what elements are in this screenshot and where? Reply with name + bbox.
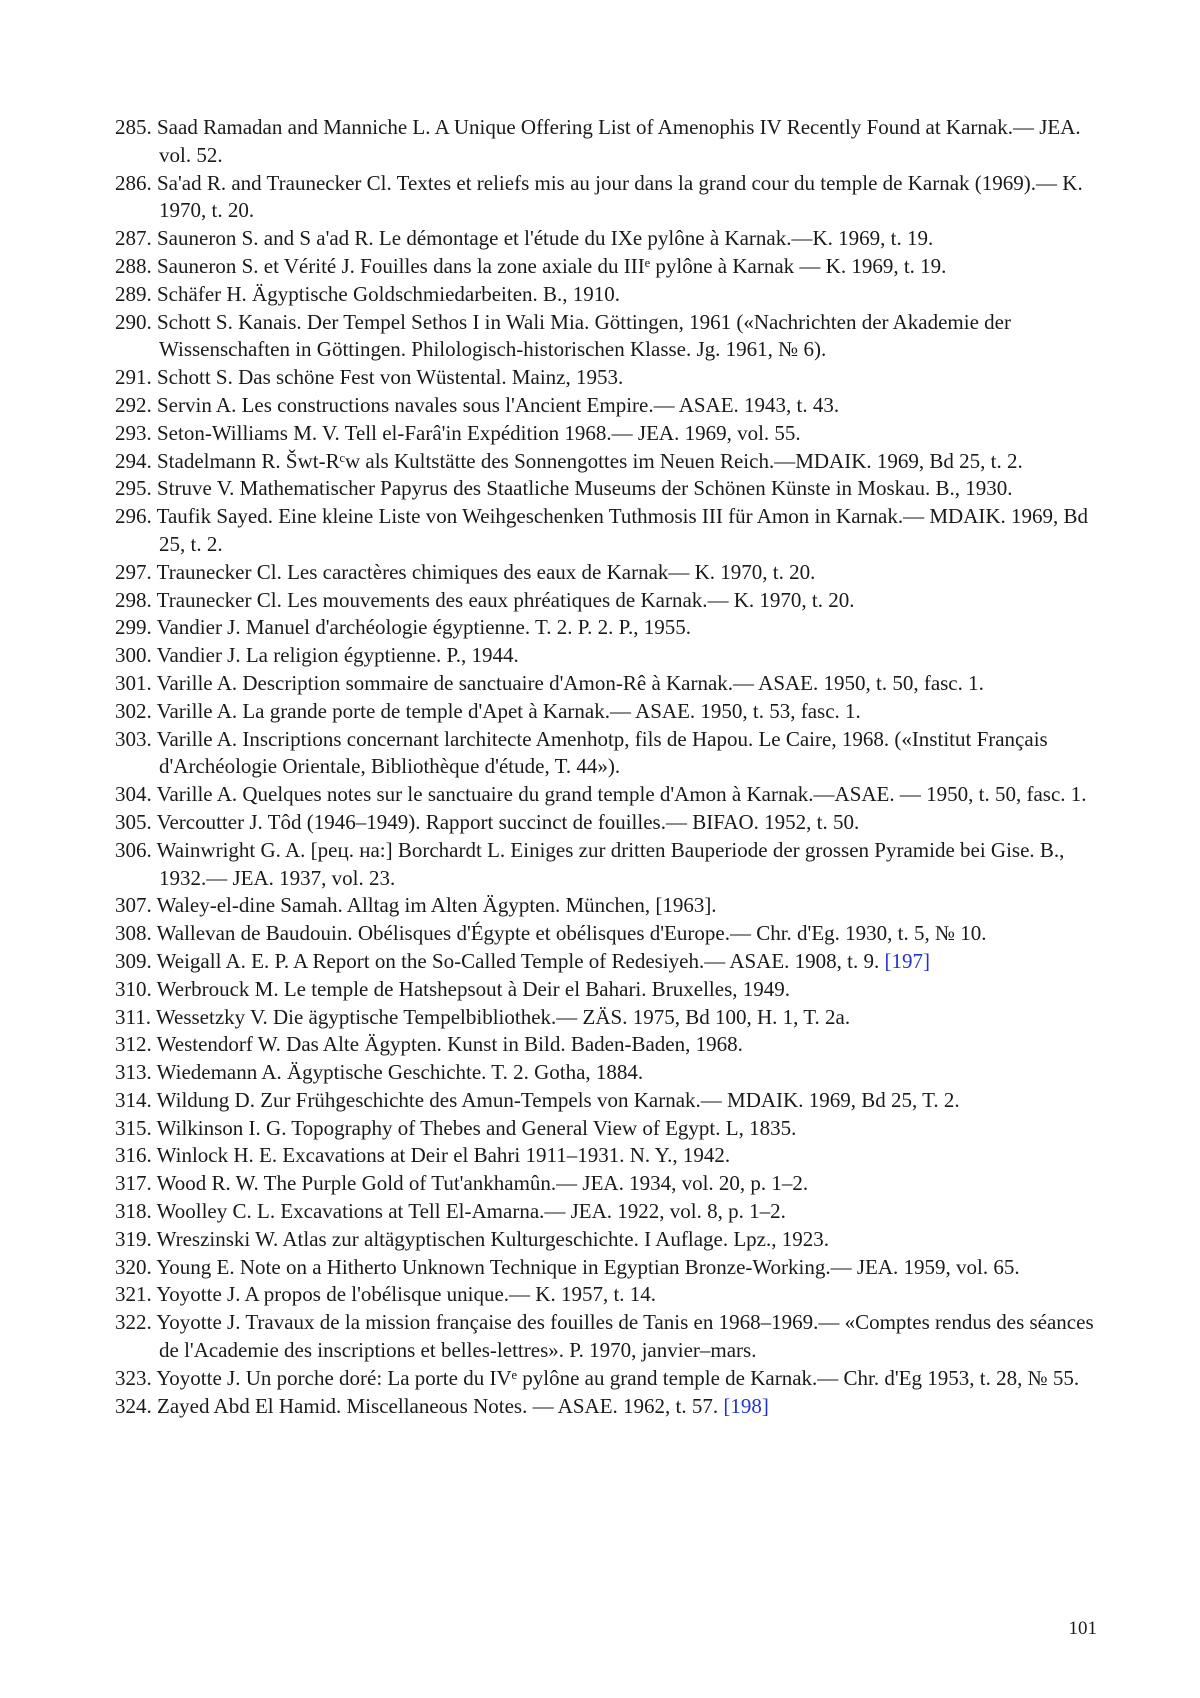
bibliography-entry bbox=[115, 1170, 1095, 1198]
entry-text: Varille A. Description sommaire de sanctuaire d'Amon-Rê à Karnak.— ASAE. 1950, t. 50, fasc. 1. bbox=[156, 670, 984, 695]
entry-text: Struve V. Mathematischer Papyrus des Staatliche Museums der Schönen Künste in Moskau. B., 1930. bbox=[157, 476, 1013, 501]
bibliography-entry bbox=[115, 170, 1095, 226]
entry-number: 294. bbox=[115, 448, 152, 473]
bibliography-entry bbox=[115, 1281, 1095, 1309]
bibliography-entry bbox=[115, 503, 1095, 559]
entry-number: 316. bbox=[115, 1143, 152, 1168]
entry-text: Traunecker Cl. Les mouvements des eaux phréatiques de Karnak.— K. 1970, t. 20. bbox=[156, 587, 855, 612]
entry-number: 309. bbox=[115, 948, 152, 973]
entry-number: 307. bbox=[115, 893, 152, 918]
entry-number: 291. bbox=[115, 365, 152, 390]
bibliography-entry bbox=[115, 475, 1095, 503]
bibliography-entry bbox=[115, 1142, 1095, 1170]
entry-number: 310. bbox=[115, 976, 152, 1001]
entry-text: Westendorf W. Das Alte Ägypten. Kunst in Bild. Baden-Baden, 1968. bbox=[156, 1032, 743, 1057]
entry-number: 288. bbox=[115, 253, 152, 278]
entry-number: 317. bbox=[115, 1171, 152, 1196]
entry-number: 313. bbox=[115, 1060, 152, 1085]
entry-number: 285. bbox=[115, 115, 152, 139]
entry-text: Wiedemann A. Ägyptische Geschichte. T. 2. Gotha, 1884. bbox=[156, 1060, 644, 1085]
entry-number: 305. bbox=[115, 809, 152, 834]
entry-text: Wainwright G. A. [рец. на:] Borchardt L. Einiges zur dritten Bauperiode der grossen Pyramide bei Gise. B., 1932.— JEA. 1937, vol. 23. bbox=[156, 837, 1065, 890]
entry-text: Varille A. Quelques notes sur le sanctuaire du grand temple d'Amon à Karnak.—ASAE. — 1950, t. 50, fasc. 1. bbox=[156, 782, 1087, 807]
entry-text: Schott S. Kanais. Der Tempel Sethos I in Wali Mia. Göttingen, 1961 («Nachrichten der Akademie der Wissenschaften in Göttingen. Philologisch-historischen Klasse. Jg. 1961, № 6). bbox=[157, 309, 1011, 362]
entry-number: 321. bbox=[115, 1282, 152, 1307]
entry-number: 322. bbox=[115, 1310, 152, 1335]
bibliography-entry bbox=[115, 1198, 1095, 1226]
entry-text: Young E. Note on a Hitherto Unknown Technique in Egyptian Bronze-Working.— JEA. 1959, vol. 65. bbox=[156, 1254, 1020, 1279]
entry-text: Yoyotte J. A propos de l'obélisque unique.— K. 1957, t. 14. bbox=[156, 1282, 657, 1307]
entry-number: 290. bbox=[115, 309, 152, 334]
bibliography-entry bbox=[115, 1226, 1095, 1254]
entry-text: Wreszinski W. Atlas zur altägyptischen Kulturgeschichte. I Auflage. Lpz., 1923. bbox=[156, 1226, 829, 1251]
bibliography-entry bbox=[115, 114, 1095, 170]
entry-number: 314. bbox=[115, 1087, 152, 1112]
bibliography-entry bbox=[115, 726, 1095, 782]
entry-number: 299. bbox=[115, 615, 152, 640]
entry-number: 287. bbox=[115, 226, 152, 251]
entry-text: Seton-Williams M. V. Tell el-Farâ'in Expédition 1968.— JEA. 1969, vol. 55. bbox=[157, 420, 801, 445]
bibliography-entry bbox=[115, 1393, 1095, 1421]
bibliography-entry bbox=[115, 614, 1095, 642]
entry-number: 295. bbox=[115, 476, 152, 501]
bibliography-entry bbox=[115, 948, 1095, 976]
bibliography-entry bbox=[115, 1059, 1095, 1087]
bibliography-entry bbox=[115, 976, 1095, 1004]
bibliography-entry bbox=[115, 892, 1095, 920]
entry-number: 301. bbox=[115, 670, 152, 695]
entry-text: Vandier J. Manuel d'archéologie égyptienne. T. 2. P. 2. P., 1955. bbox=[156, 615, 691, 640]
entry-text: Woolley C. L. Excavations at Tell El-Amarna.— JEA. 1922, vol. 8, p. 1–2. bbox=[156, 1199, 786, 1224]
entry-number: 304. bbox=[115, 782, 152, 807]
entry-number: 320. bbox=[115, 1254, 152, 1279]
entry-number: 311. bbox=[115, 1004, 151, 1029]
bibliography-entry bbox=[115, 1254, 1095, 1282]
entry-text: Varille A. Inscriptions concernant larchitecte Amenhotp, fils de Hapou. Le Caire, 1968. («Institut Français d'Archéologie Orientale, Bibliothèque d'étude, T. 44»). bbox=[156, 726, 1048, 779]
bibliography-entry bbox=[115, 837, 1095, 893]
bibliography-entry bbox=[115, 642, 1095, 670]
entry-text: Servin A. Les constructions navales sous l'Ancient Empire.— ASAE. 1943, t. 43. bbox=[157, 392, 840, 417]
bibliography-entry bbox=[115, 364, 1095, 392]
bibliography-entry bbox=[115, 1004, 1095, 1032]
entry-text: Varille A. La grande porte de temple d'Apet à Karnak.— ASAE. 1950, t. 53, fasc. 1. bbox=[156, 698, 861, 723]
bibliography-entry bbox=[115, 1031, 1095, 1059]
entry-text: Yoyotte J. Travaux de la mission française des fouilles de Tanis en 1968–1969.— «Comptes rendus des séances de l'Academie des inscriptions et belles-lettres». P. 1970, janvier–mars. bbox=[156, 1310, 1094, 1363]
bibliography-entry bbox=[115, 781, 1095, 809]
bibliography-entry bbox=[115, 920, 1095, 948]
bibliography-entry bbox=[115, 225, 1095, 253]
page-number: 101 bbox=[1068, 1618, 1097, 1639]
entry-text: Wilkinson I. G. Topography of Thebes and General View of Egypt. L, 1835. bbox=[156, 1115, 797, 1140]
bibliography-list bbox=[115, 114, 1095, 1420]
bibliography-entry bbox=[115, 698, 1095, 726]
entry-number: 298. bbox=[115, 587, 152, 612]
bibliography-entry bbox=[115, 253, 1095, 281]
entry-number: 303. bbox=[115, 726, 152, 751]
entry-text: Stadelmann R. Šwt-Rᶜw als Kultstätte des Sonnengottes im Neuen Reich.—MDAIK. 1969, Bd 25, t. 2. bbox=[157, 448, 1023, 473]
entry-text: Vercoutter J. Tôd (1946–1949). Rapport succinct de fouilles.— BIFAO. 1952, t. 50. bbox=[156, 809, 860, 834]
bibliography-entry bbox=[115, 587, 1095, 615]
entry-number: 302. bbox=[115, 698, 152, 723]
entry-text: Vandier J. La religion égyptienne. P., 1944. bbox=[156, 643, 519, 668]
bibliography-entry bbox=[115, 309, 1095, 365]
entry-number: 319. bbox=[115, 1226, 152, 1251]
entry-text: Wessetzky V. Die ägyptische Tempelbibliothek.— ZÄS. 1975, Bd 100, H. 1, T. 2a. bbox=[155, 1004, 851, 1029]
entry-text: Zayed Abd El Hamid. Miscellaneous Notes. — ASAE. 1962, t. 57. bbox=[157, 1393, 724, 1418]
entry-text: Wildung D. Zur Frühgeschichte des Amun-Tempels von Karnak.— MDAIK. 1969, Bd 25, T. 2. bbox=[156, 1087, 960, 1112]
entry-number: 324. bbox=[115, 1393, 152, 1418]
entry-text: Sauneron S. and S a'ad R. Le démontage et l'étude du IXe pylône à Karnak.—K. 1969, t. 19. bbox=[157, 226, 934, 251]
bibliography-entry bbox=[115, 420, 1095, 448]
entry-text: Waley-el-dine Samah. Alltag im Alten Ägypten. München, [1963]. bbox=[156, 893, 717, 918]
bibliography-entry bbox=[115, 1309, 1095, 1365]
entry-number: 296. bbox=[115, 504, 152, 529]
footnote-link[interactable]: [197] bbox=[884, 948, 931, 973]
entry-text: Yoyotte J. Un porche doré: La porte du IVᵉ pylône au grand temple de Karnak.— Chr. d'Eg 1953, t. 28, № 55. bbox=[156, 1365, 1080, 1390]
entry-number: 318. bbox=[115, 1199, 152, 1224]
footnote-link[interactable]: [198] bbox=[723, 1393, 769, 1418]
entry-number: 293. bbox=[115, 420, 152, 445]
entry-text: Sauneron S. et Vérité J. Fouilles dans la zone axiale du IIIᵉ pylône à Karnak — K. 1969, t. 19. bbox=[157, 253, 947, 278]
entry-text: Wallevan de Baudouin. Obélisques d'Égypte et obélisques d'Europe.— Chr. d'Eg. 1930, t. 5, № 10. bbox=[156, 921, 987, 946]
entry-number: 286. bbox=[115, 170, 152, 195]
entry-text: Taufik Sayed. Eine kleine Liste von Weihgeschenken Tuthmosis III für Amon in Karnak.— MDAIK. 1969, Bd 25, t. 2. bbox=[156, 504, 1089, 556]
entry-number: 315. bbox=[115, 1115, 152, 1140]
entry-text: Traunecker Cl. Les caractères chimiques des eaux de Karnak— K. 1970, t. 20. bbox=[156, 559, 816, 584]
bibliography-entry bbox=[115, 448, 1095, 476]
bibliography-entry bbox=[115, 281, 1095, 309]
bibliography-entry bbox=[115, 809, 1095, 837]
entry-text: Schott S. Das schöne Fest von Wüstental. Mainz, 1953. bbox=[157, 365, 624, 390]
entry-text: Werbrouck M. Le temple de Hatshepsout à Deir el Bahari. Bruxelles, 1949. bbox=[156, 976, 790, 1001]
bibliography-entry bbox=[115, 1087, 1095, 1115]
entry-text: Schäfer H. Ägyptische Goldschmiedarbeiten. B., 1910. bbox=[157, 281, 621, 306]
entry-number: 292. bbox=[115, 392, 152, 417]
bibliography-entry bbox=[115, 559, 1095, 587]
entry-text: Sa'ad R. and Traunecker Cl. Textes et reliefs mis au jour dans la grand cour du temple de Karnak (1969).— K. 1970, t. 20. bbox=[157, 170, 1083, 223]
bibliography-entry bbox=[115, 1365, 1095, 1393]
entry-number: 306. bbox=[115, 837, 152, 862]
bibliography-entry bbox=[115, 670, 1095, 698]
entry-number: 312. bbox=[115, 1032, 152, 1057]
entry-number: 297. bbox=[115, 559, 152, 584]
bibliography-entry bbox=[115, 392, 1095, 420]
entry-number: 323. bbox=[115, 1365, 152, 1390]
entry-text: Winlock H. E. Excavations at Deir el Bahri 1911–1931. N. Y., 1942. bbox=[156, 1143, 731, 1168]
entry-number: 289. bbox=[115, 281, 152, 306]
entry-text: Wood R. W. The Purple Gold of Tut'ankhamûn.— JEA. 1934, vol. 20, p. 1–2. bbox=[156, 1171, 809, 1196]
entry-text: Weigall A. E. P. A Report on the So-Called Temple of Redesiyeh.— ASAE. 1908, t. 9. bbox=[156, 948, 885, 973]
entry-text: Saad Ramadan and Manniche L. A Unique Offering List of Amenophis IV Recently Found at Karnak.— JEA. vol. 52. bbox=[157, 115, 1081, 167]
bibliography-entry bbox=[115, 1115, 1095, 1143]
entry-number: 308. bbox=[115, 921, 152, 946]
entry-number: 300. bbox=[115, 643, 152, 668]
